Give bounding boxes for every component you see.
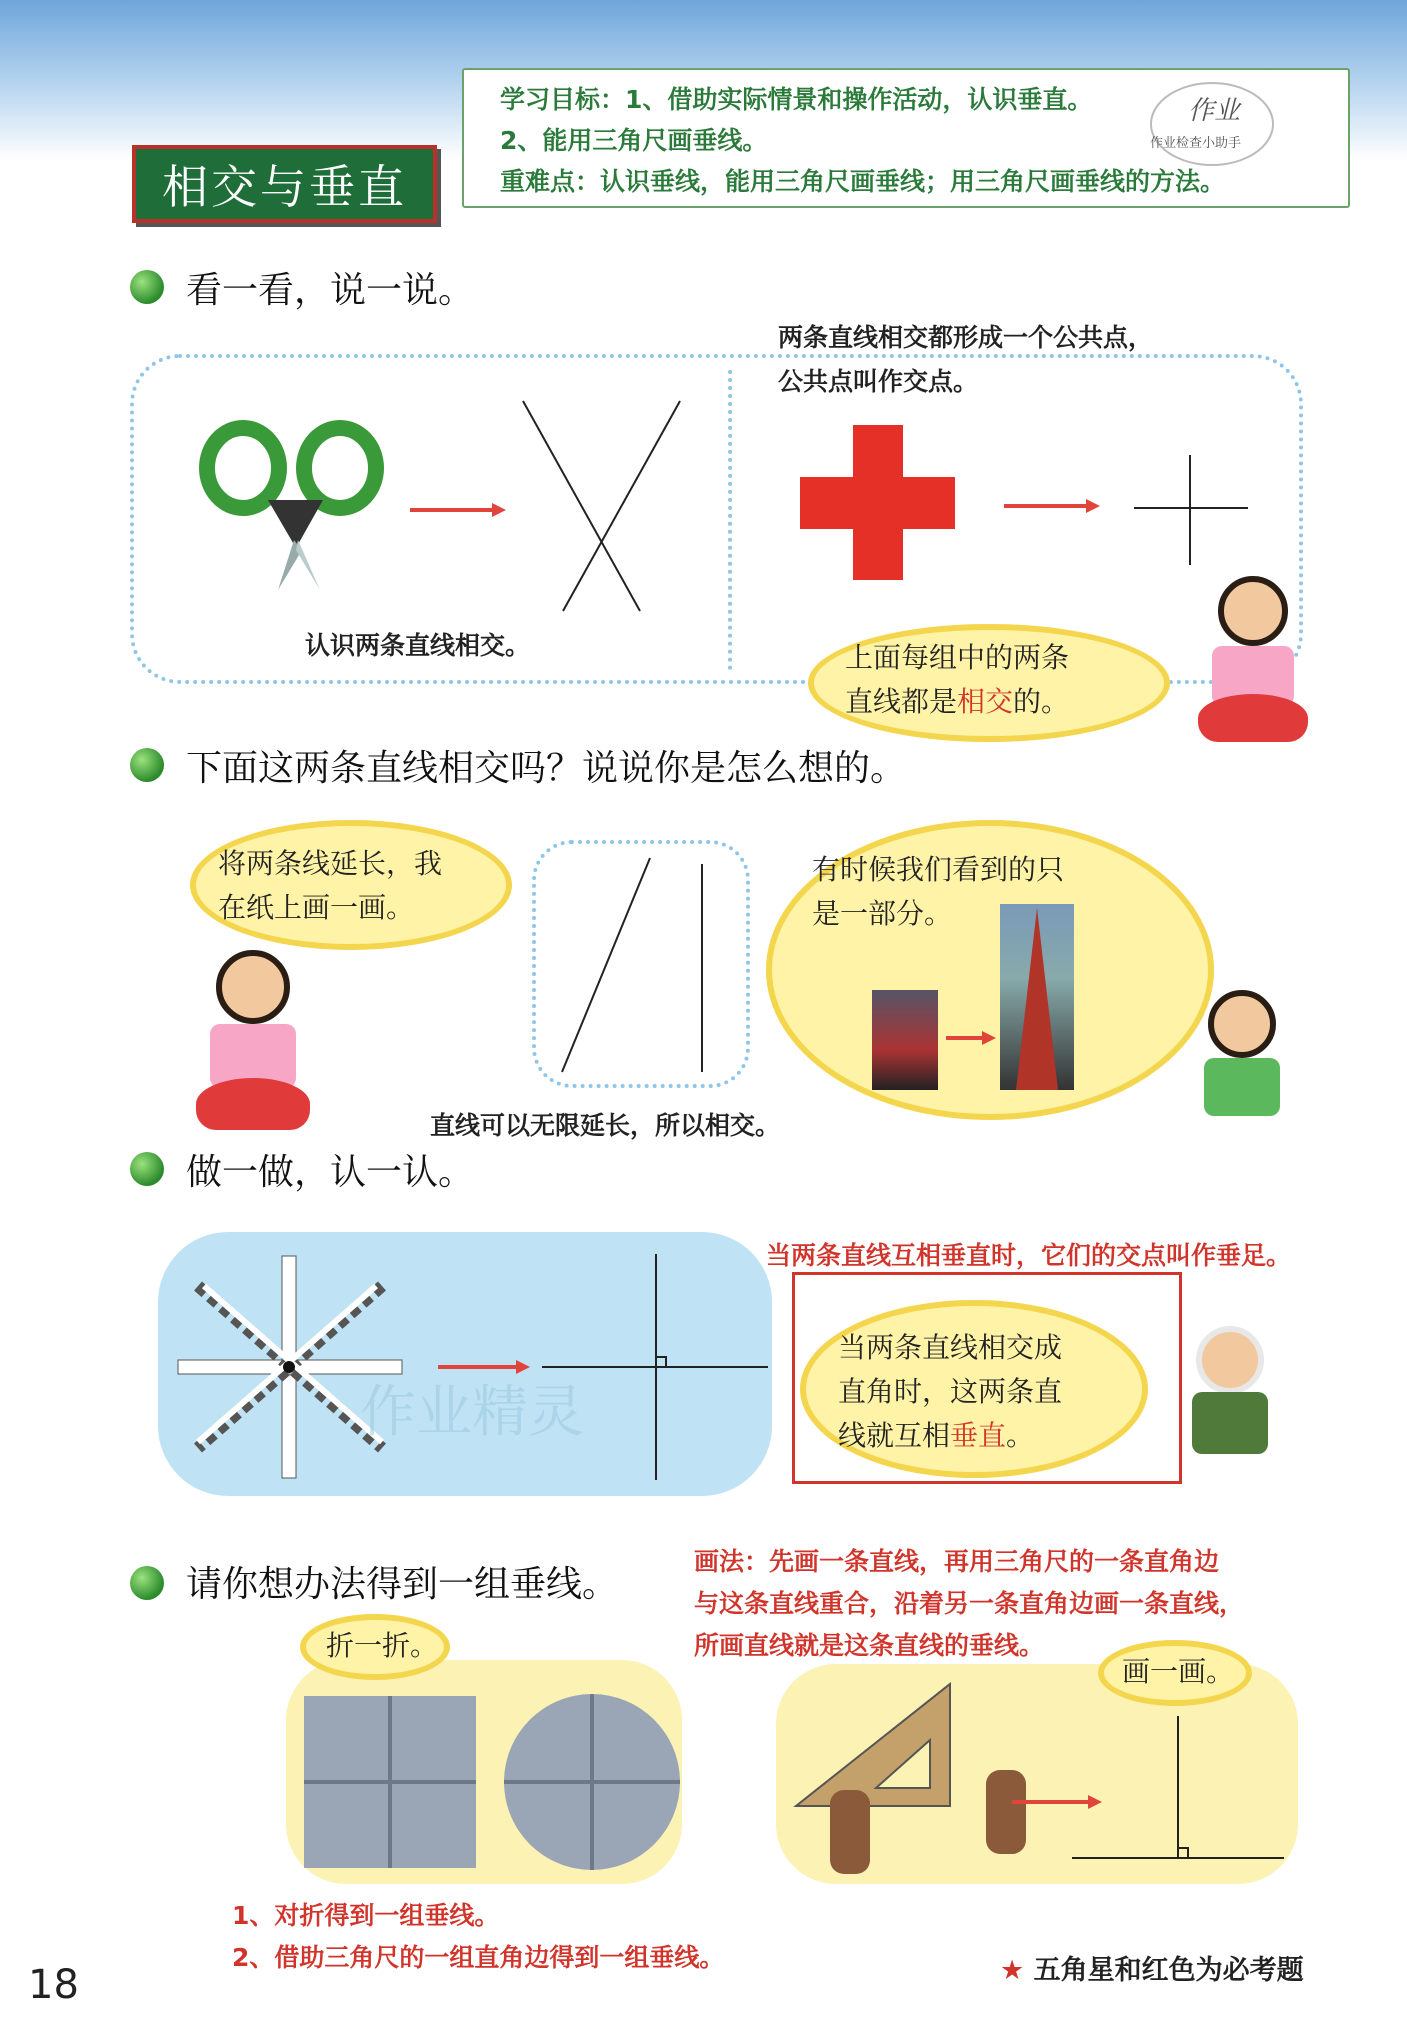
- bubble2-line1: 将两条线延长，我: [218, 847, 443, 880]
- section1-note-line2: 公共点叫作交点。: [778, 367, 979, 396]
- section1-caption: 认识两条直线相交。: [305, 631, 531, 660]
- arrow-icon: [944, 1028, 998, 1048]
- stamp-text-top: 作业: [1188, 96, 1241, 126]
- crossing-lines: [515, 396, 695, 616]
- legend-text: [1000, 1948, 1304, 1987]
- section1-heading: 看一看，说一说。: [186, 270, 475, 311]
- folded-square-paper: [304, 1696, 476, 1868]
- watermark: 作业精灵: [360, 1380, 584, 1445]
- section1-note-line1: 两条直线相交都形成一个公共点，: [778, 323, 1154, 352]
- perpendicular-cross: [1130, 450, 1250, 570]
- section2-caption: 直线可以无限延长，所以相交。: [430, 1111, 781, 1140]
- homework-stamp: [1150, 82, 1274, 166]
- bubble2-line2: 在纸上画一画。: [218, 891, 415, 924]
- bubble4-line2: 直角时，这两条直: [838, 1375, 1063, 1408]
- girl-character-image: [182, 950, 322, 1140]
- goal-line-1: 学习目标：1、借助实际情景和操作活动，认识垂直。: [500, 85, 1093, 114]
- bubble3-line1: 有时候我们看到的只: [812, 853, 1065, 886]
- section3-heading: 做一做，认一认。: [186, 1152, 475, 1193]
- arrow-icon: [1002, 496, 1102, 516]
- section4-heading: 请你想办法得到一组垂线。: [186, 1564, 619, 1605]
- boy-character-image: [1184, 990, 1300, 1120]
- legend-label: 五角星和红色为必考题: [1033, 1955, 1304, 1986]
- method-line-1: 画法：先画一条直线，再用三角尺的一条直角边: [694, 1547, 1220, 1576]
- bubble1-line1: 上面每组中的两条: [845, 641, 1070, 674]
- bubble1-line2: 直线都是相交的。: [845, 685, 1070, 718]
- draw-label: 画一画。: [1122, 1655, 1235, 1688]
- page-title: 相交与垂直: [132, 145, 437, 223]
- page-number: 18: [28, 1962, 79, 2008]
- tower-partial-photo: [872, 990, 938, 1090]
- bullet-icon: [130, 1566, 164, 1600]
- goal-line-3: 重难点：认识垂线，能用三角尺画垂线；用三角尺画垂线的方法。: [500, 167, 1226, 196]
- red-cross-icon: [795, 420, 960, 585]
- section3-note: 当两条直线互相垂直时，它们的交点叫作垂足。: [766, 1241, 1292, 1270]
- folded-circle-paper: [504, 1694, 680, 1870]
- note-1: 1、对折得到一组垂线。: [232, 1901, 500, 1930]
- bullet-icon: [130, 270, 164, 304]
- tower-full-photo: [1000, 904, 1074, 1090]
- stamp-text-bottom: 作业检查小助手: [1150, 136, 1242, 151]
- method-line-3: 所画直线就是这条直线的垂线。: [694, 1631, 1045, 1660]
- girl-character-image: [1192, 576, 1312, 746]
- goal-line-2: 2、能用三角尺画垂线。: [500, 126, 768, 155]
- frame-divider: [728, 370, 732, 670]
- bullet-icon: [130, 1152, 164, 1186]
- section2-heading: 下面这两条直线相交吗？说说你是怎么想的。: [186, 748, 907, 789]
- teacher-character-image: [1180, 1326, 1280, 1456]
- scissors-icon: [198, 420, 388, 600]
- bubble4-line1: 当两条直线相交成: [838, 1331, 1063, 1364]
- bubble3-line2: 是一部分。: [812, 897, 953, 930]
- arrow-icon: [408, 500, 508, 520]
- bullet-icon: [130, 748, 164, 782]
- method-line-2: 与这条直线重合，沿着另一条直角边画一条直线，: [694, 1589, 1245, 1618]
- non-crossing-lines: [550, 850, 730, 1080]
- fold-label: 折一折。: [326, 1629, 439, 1662]
- star-icon: ★: [1000, 1955, 1025, 1986]
- triangle-ruler-diagram: [790, 1680, 1290, 1880]
- note-2: 2、借助三角尺的一组直角边得到一组垂线。: [232, 1943, 725, 1972]
- bubble4-line3: 线就互相垂直。: [838, 1419, 1035, 1452]
